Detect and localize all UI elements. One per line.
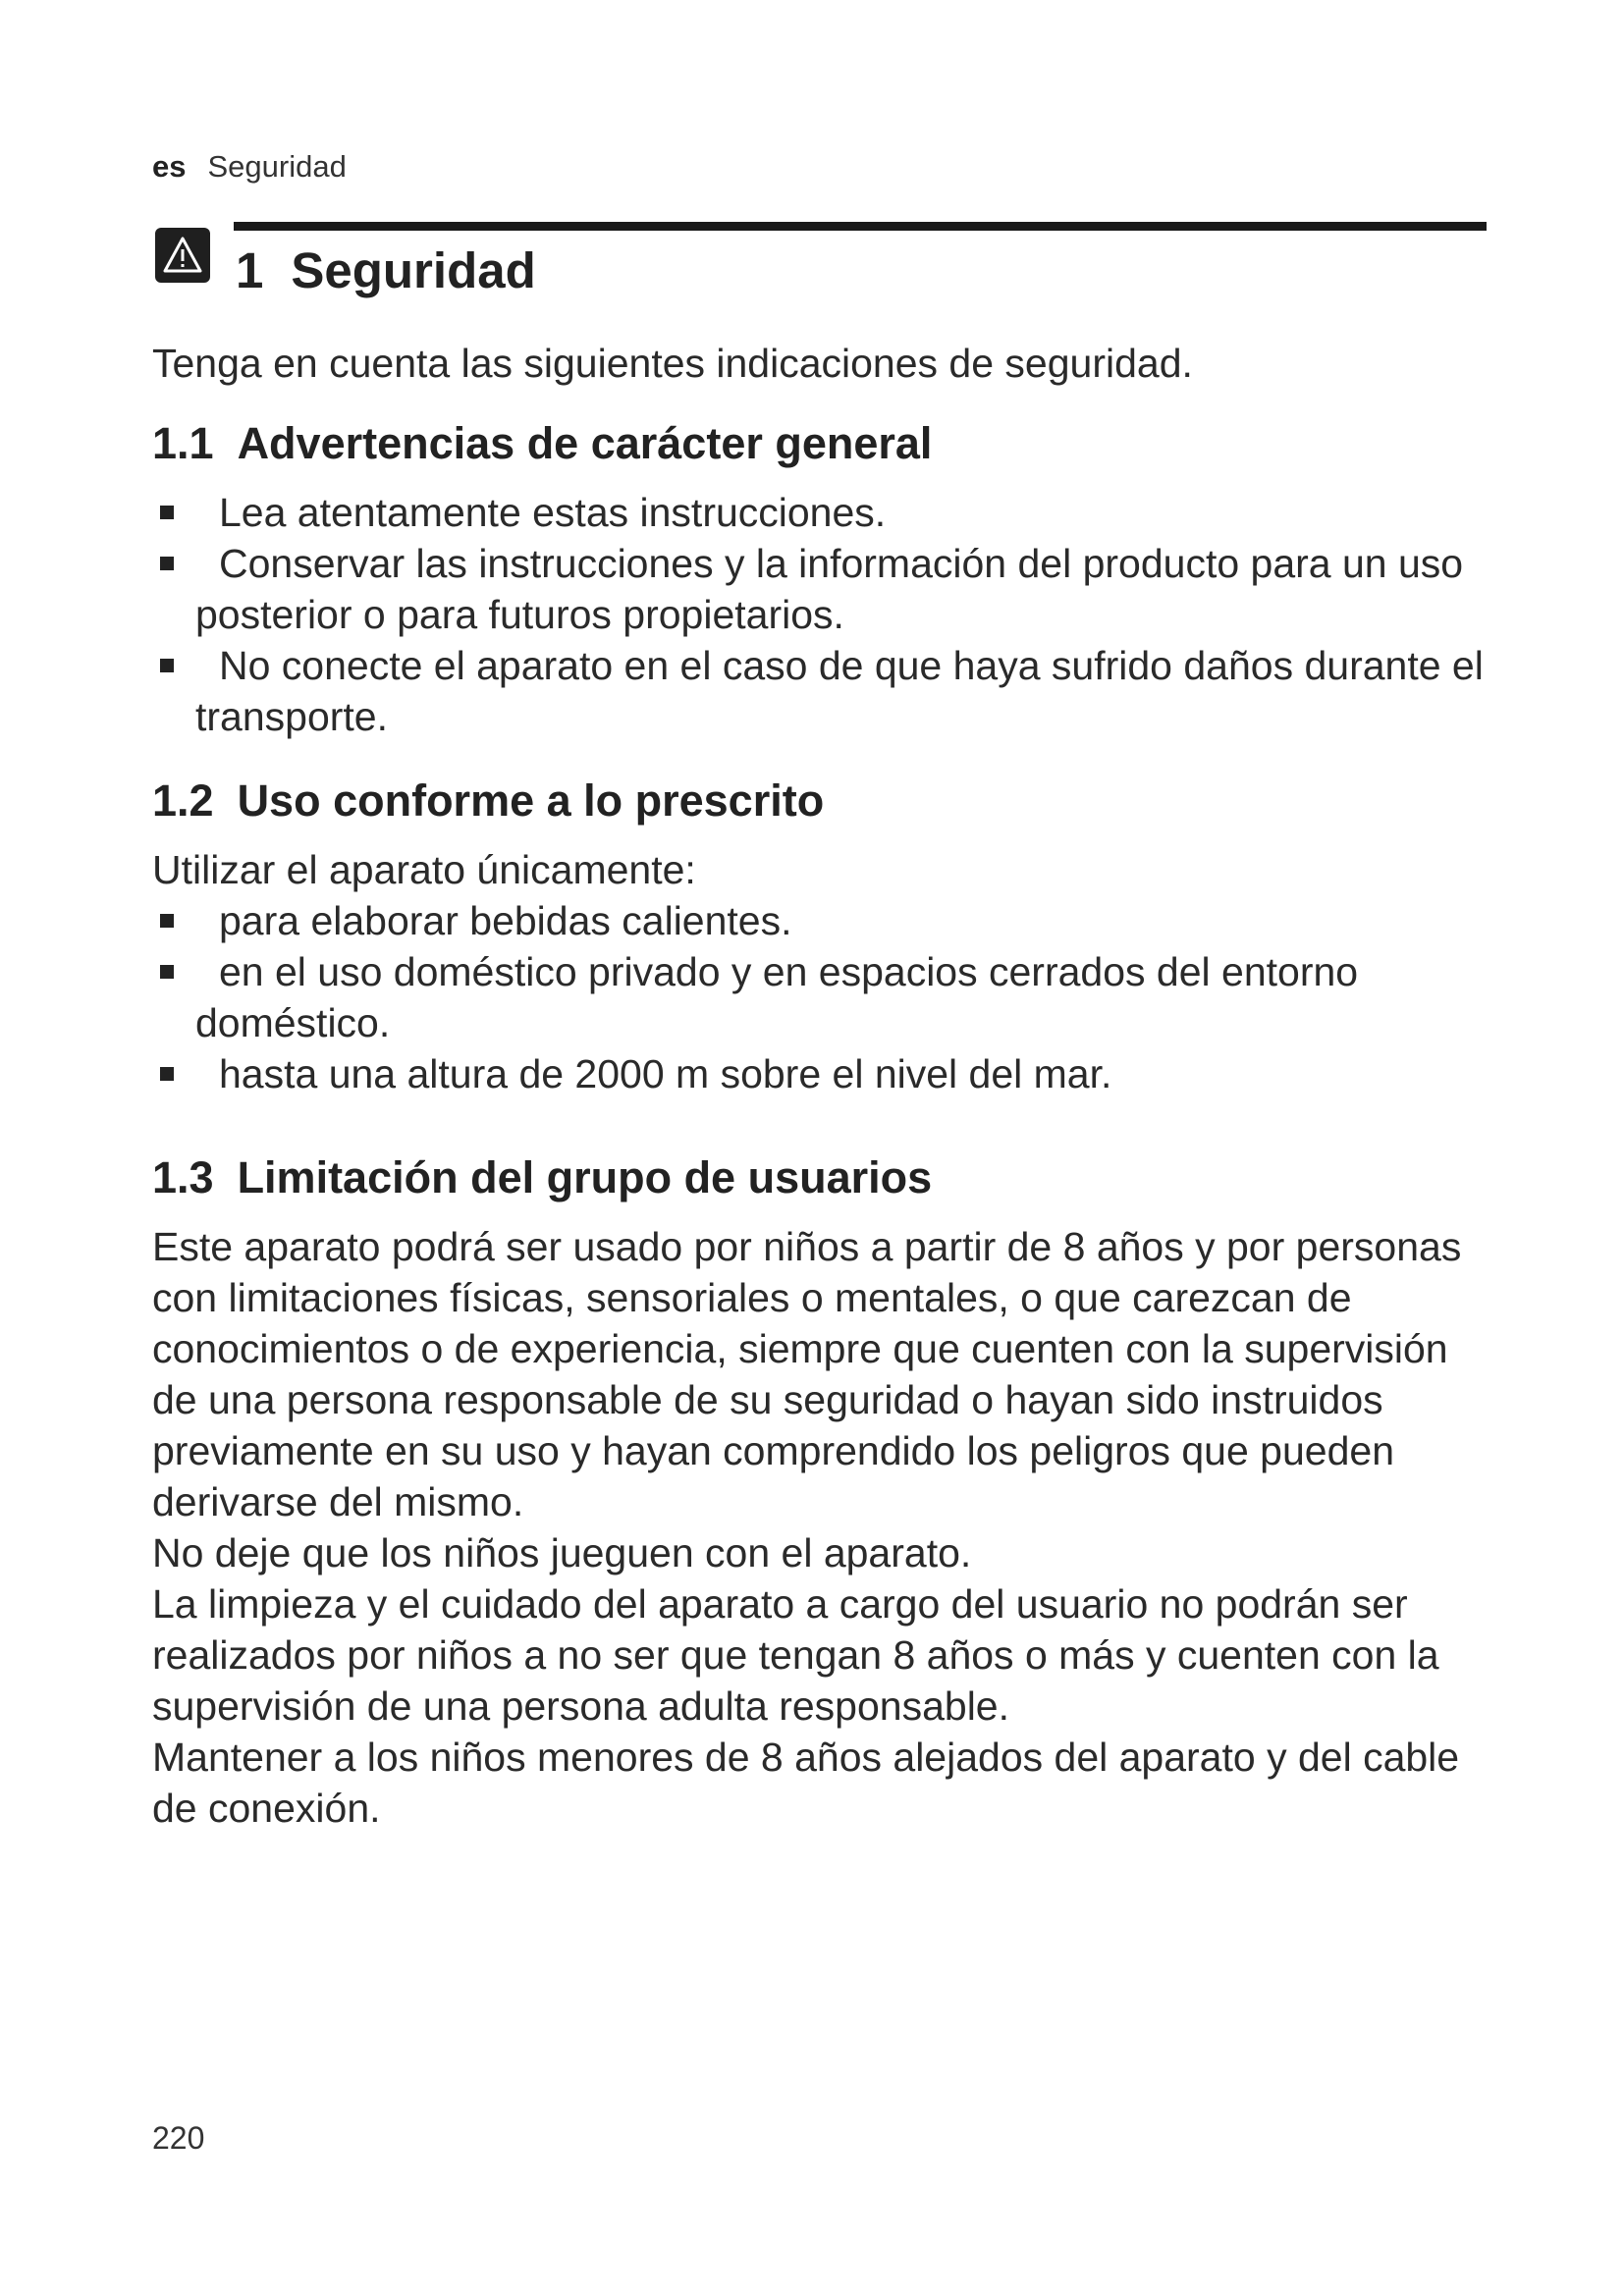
- section-user-limitations: [152, 1148, 1497, 1834]
- section-number: 1.1: [152, 418, 214, 468]
- bullet-square-icon: [160, 1067, 174, 1081]
- section-heading: [152, 1148, 1497, 1207]
- paragraph: Mantener a los niños menores de 8 años alejados del aparato y del cable de conexión.: [152, 1735, 1460, 1831]
- bullet-square-icon: [160, 557, 174, 570]
- section-rule: [234, 222, 1487, 231]
- bullet-list: [152, 895, 1497, 1099]
- chapter-number: 1: [236, 242, 264, 298]
- section-lead: Utilizar el aparato únicamente:: [152, 847, 696, 892]
- page-content: [152, 338, 1497, 1834]
- section-title: Limitación del grupo de usuarios: [237, 1152, 933, 1202]
- header-section: Seguridad: [207, 149, 347, 184]
- paragraph: Este aparato podrá ser usado por niños a partir de 8 años y por personas con limitaciones físicas, sensoriales o mentales, o que carezcan de conocimientos o de experiencia, siempre que cuenten con la supervisión de una persona responsable de su seguridad o hayan sido instruidos previamente en su uso y hayan comprendido los peligros que pueden derivarse del mismo.: [152, 1224, 1462, 1524]
- paragraph: La limpieza y el cuidado del aparato a cargo del usuario no podrán ser realizados por niños a no ser que tengan 8 años o más y cuenten con la supervisión de una persona adulta responsable.: [152, 1581, 1439, 1729]
- chapter-title: [236, 241, 536, 299]
- section-title: Uso conforme a lo prescrito: [237, 775, 825, 826]
- bullet-square-icon: [160, 659, 174, 672]
- section-intended-use: [152, 772, 1497, 1099]
- paragraph: No deje que los niños jueguen con el aparato.: [152, 1530, 972, 1575]
- section-heading: [152, 414, 1497, 473]
- section-number: 1.2: [152, 775, 214, 826]
- intro-text: Tenga en cuenta las siguientes indicaciones de seguridad.: [152, 341, 1193, 386]
- list-item: hasta una altura de 2000 m sobre el nivel del mar.: [152, 1048, 1497, 1099]
- running-header: [152, 149, 347, 185]
- page-number: 220: [152, 2120, 205, 2156]
- bullet-square-icon: [160, 965, 174, 979]
- chapter-title-text: Seguridad: [291, 242, 536, 298]
- section-number: 1.3: [152, 1152, 214, 1202]
- bullet-square-icon: [160, 914, 174, 928]
- section-general-warnings: [152, 414, 1497, 742]
- section-heading: [152, 772, 1497, 830]
- list-item: en el uso doméstico privado y en espacios cerrados del entorno doméstico.: [152, 946, 1497, 1048]
- list-item: Lea atentamente estas instrucciones.: [152, 487, 1497, 538]
- language-code: es: [152, 149, 187, 184]
- section-title: Advertencias de carácter general: [237, 418, 933, 468]
- list-item: No conecte el aparato en el caso de que haya sufrido daños durante el transporte.: [152, 640, 1497, 742]
- warning-icon: [155, 228, 210, 283]
- bullet-square-icon: [160, 506, 174, 519]
- bullet-list: [152, 487, 1497, 742]
- list-item: Conservar las instrucciones y la información del producto para un uso posterior o para futuros propietarios.: [152, 538, 1497, 640]
- list-item: para elaborar bebidas calientes.: [152, 895, 1497, 946]
